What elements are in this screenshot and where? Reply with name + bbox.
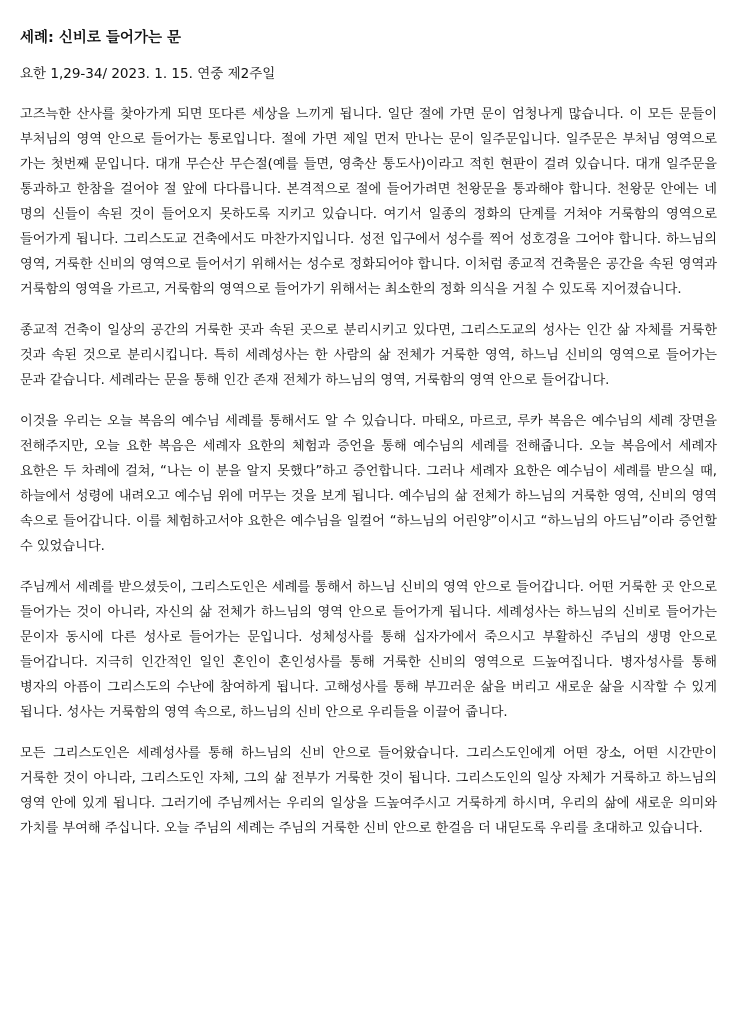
paragraph-5: 모든 그리스도인은 세례성사를 통해 하느님의 신비 안으로 들어왔습니다. 그리스도인에게 어떤 장소, 어떤 시간만이 거룩한 것이 아니라, 그리스도인 자체, 그의 삶 전부가 거룩한 것이 됩니다. 그리스도인의 일상 자체가 거룩하고 하느님의 영역 안에 있게 됩니다. 그러기에 주님께서는 우리의 일상을 드높여주시고 거룩하게 하시며, 우리의 삶에 새로운 의미와 가치를 부여해 주십니다. 오늘 주님의 세례는 주님의 거룩한 신비 안으로 한걸음 더 내딛도록 우리를 초대하고 있습니다. xyxy=(20,746,717,836)
document-subtitle: 요한 1,29-34/ 2023. 1. 15. 연중 제2주일 xyxy=(20,66,276,82)
paragraph-2: 종교적 건축이 일상의 공간의 거룩한 곳과 속된 곳으로 분리시키고 있다면, 그리스도교의 성사는 인간 삶 자체를 거룩한 것과 속된 것으로 분리시킵니다. 특히 세례성사는 한 사람의 삶 전체가 거룩한 영역, 하느님 신비의 영역으로 들어가는 문과 같습니다. 세례라는 문을 통해 인간 존재 전체가 하느님의 영역, 거룩함의 영역 안으로 들어갑니다. xyxy=(20,323,717,388)
document-title: 세례: 신비로 들어가는 문 xyxy=(20,30,182,46)
paragraph-4: 주님께서 세례를 받으셨듯이, 그리스도인은 세례를 통해서 하느님 신비의 영역 안으로 들어갑니다. 어떤 거룩한 곳 안으로 들어가는 것이 아니라, 자신의 삶 전체가 하느님의 영역 안으로 들어가게 됩니다. 세례성사는 하느님의 신비로 들어가는 문이자 동시에 다른 성사로 들어가는 문입니다. 성체성사를 통해 십자가에서 죽으시고 부활하신 주님의 생명 안으로 들어갑니다. 지극히 인간적인 일인 혼인이 혼인성사를 통해 거룩한 신비의 영역으로 드높여집니다. 병자성사를 통해 병자의 아픔이 그리스도의 수난에 참여하게 됩니다. 고해성사를 통해 부끄러운 삶을 버리고 새로운 삶을 시작할 수 있게 됩니다. 성사는 거룩함의 영역 속으로, 하느님의 신비 안으로 우리들을 이끌어 줍니다. xyxy=(20,580,717,720)
paragraph-1: 고즈늑한 산사를 찾아가게 되면 또다른 세상을 느끼게 됩니다. 일단 절에 가면 문이 엄청나게 많습니다. 이 모든 문들이 부처님의 영역 안으로 들어가는 통로입니다. 절에 가면 제일 먼저 만나는 문이 일주문입니다. 일주문은 부처님 영역으로 가는 첫번째 문입니다. 대개 무슨산 무슨절(예를 들면, 영축산 통도사)이라고 적힌 현판이 걸려 있습니다. 대개 일주문을 통과하고 한참을 걸어야 절 앞에 다다릅니다. 본격적으로 절에 들어가려면 천왕문을 통과해야 합니다. 천왕문 안에는 네 명의 신들이 속된 것이 들어오지 못하도록 지키고 있습니다. 여기서 일종의 정화의 단계를 거쳐야 거룩함의 영역으로 들어가게 됩니다. 그리스도교 건축에서도 마찬가지입니다. 성전 입구에서 성수를 찍어 성호경을 그어야 합니다. 하느님의 영역, 거룩한 신비의 영역으로 들어서기 위해서는 성수로 정화되어야 합니다. 이처럼 종교적 건축물은 공간을 속된 영역과 거룩함의 영역을 가르고, 거룩함의 영역으로 들어가기 위해서는 최소한의 정화 의식을 거칠 수 있도록 지어졌습니다. xyxy=(20,107,717,297)
paragraph-3: 이것을 우리는 오늘 복음의 예수님 세례를 통해서도 알 수 있습니다. 마태오, 마르코, 루카 복음은 예수님의 세례 장면을 전해주지만, 오늘 요한 복음은 세례자 요한의 체험과 증언을 통해 예수님의 세례를 전해줍니다. 오늘 복음에서 세례자 요한은 두 차례에 걸쳐, “나는 이 분을 알지 못했다”하고 증언합니다. 그러나 세례자 요한은 예수님이 세례를 받으실 때, 하늘에서 성령에 내려오고 예수님 위에 머무는 것을 보게 됩니다. 예수님의 삶 전체가 하느님의 거룩한 영역, 신비의 영역 속으로 들어갑니다. 이를 체험하고서야 요한은 예수님을 일컬어 “하느님의 어린양”이시고 “하느님의 아드님”이라 증언할 수 있었습니다. xyxy=(20,414,717,554)
